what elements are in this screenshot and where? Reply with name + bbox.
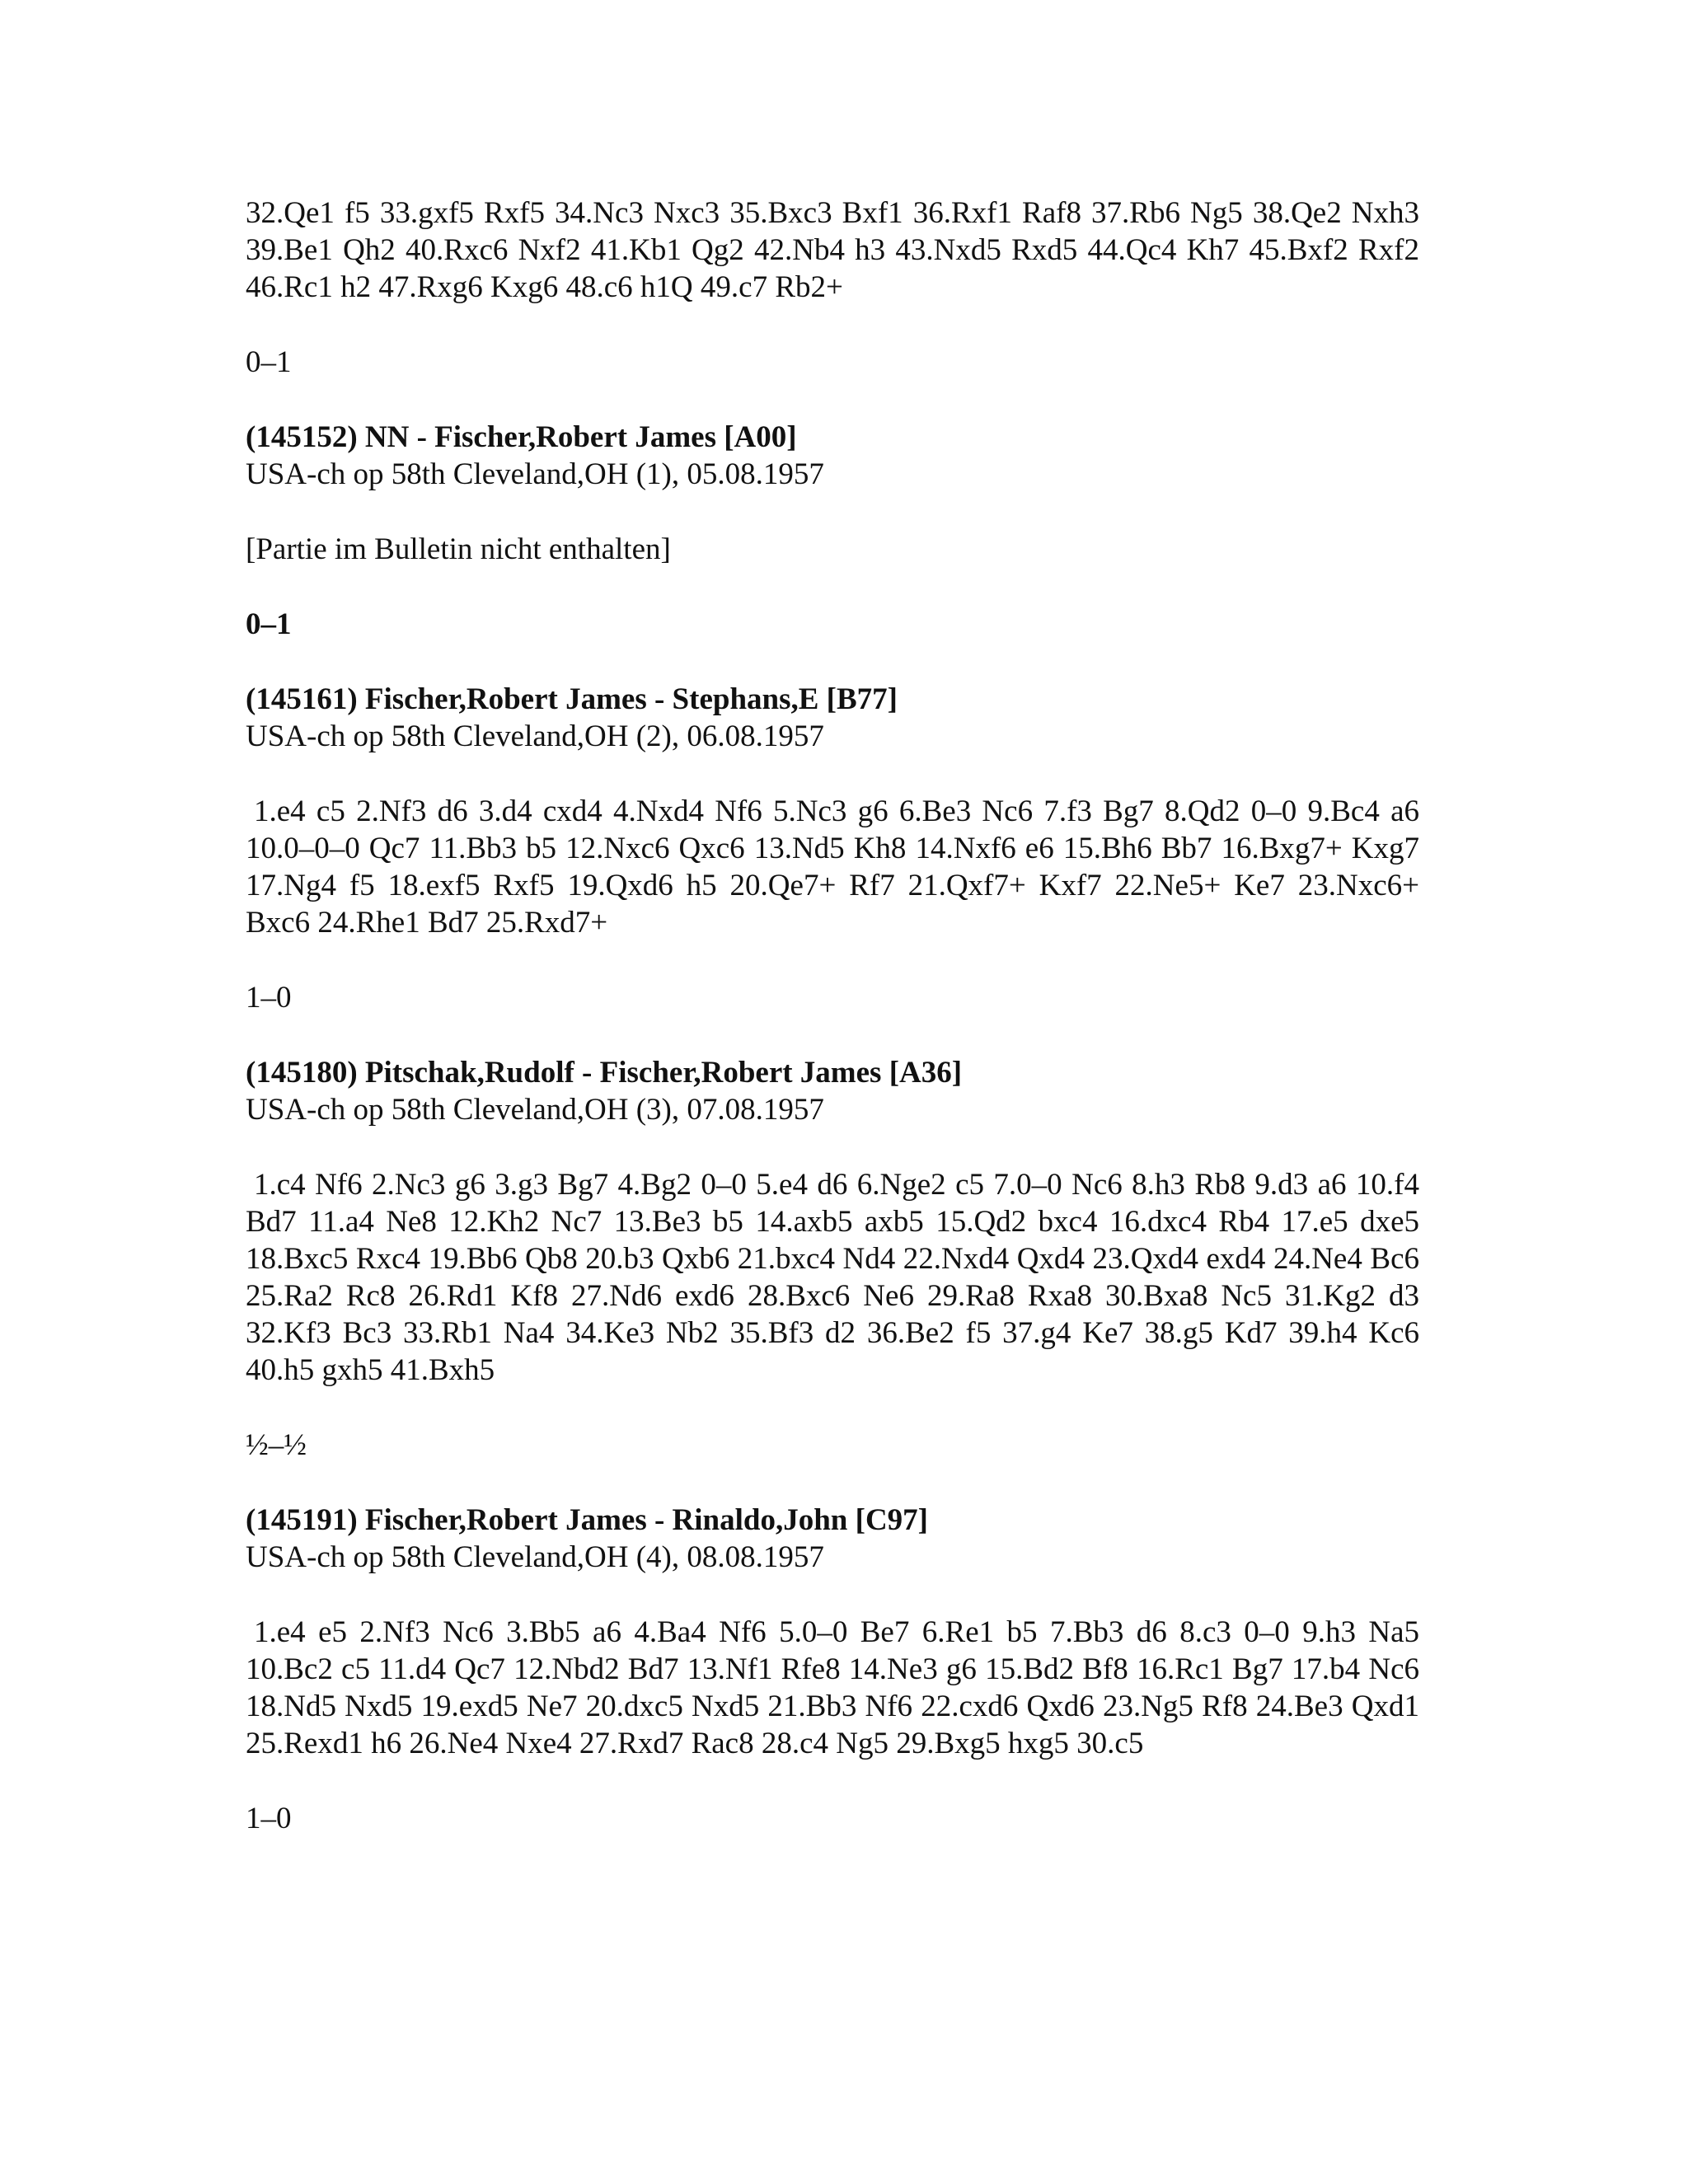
game-moves: 1.e4 c5 2.Nf3 d6 3.d4 cxd4 4.Nxd4 Nf6 5.Nc3 g6 6.Be3 Nc6 7.f3 Bg7 8.Qd2 0–0 9.Bc4 a6 10.0–0–0 Qc7 11.Bb3 b5 12.Nxc6 Qxc6 13.Nd5 Kh8 14.Nxf6 e6 15.Bh6 Bb7 16.Bxg7+ Kxg7 17.Ng4 f5 18.exf5 Rxf5 19.Qxd6 h5 20.Qe7+ Rf7 21.Qxf7+ Kxf7 22.Ne5+ Ke7 23.Nxc6+ Bxc6 24.Rhe1 Bd7 25.Rxd7+ (246, 794, 1419, 940)
game-event: USA-ch op 58th Cleveland,OH (3), 07.08.1957 (246, 1093, 824, 1127)
spacer (246, 568, 1419, 606)
spacer (246, 306, 1419, 344)
game-header: (145161) Fischer,Robert James - Stephans,E [B77] (246, 682, 898, 716)
game-result: 1–0 (246, 981, 292, 1015)
game-event: USA-ch op 58th Cleveland,OH (4), 08.08.1957 (246, 1540, 824, 1574)
game-header: (145191) Fischer,Robert James - Rinaldo,John [C97] (246, 1503, 929, 1537)
game-moves-continuation: 32.Qe1 f5 33.gxf5 Rxf5 34.Nc3 Nxc3 35.Bxc3 Bxf1 36.Rxf1 Raf8 37.Rb6 Ng5 38.Qe2 Nxh3 39.Be1 Qh2 40.Rxc6 Nxf2 41.Kb1 Qg2 42.Nb4 h3 43.Nxd5 Rxd5 44.Qc4 Kh7 45.Bxf2 Rxf2 46.Rc1 h2 47.Rxg6 Kxg6 48.c6 h1Q 49.c7 Rb2+ (246, 196, 1419, 304)
spacer (246, 493, 1419, 531)
game-event: USA-ch op 58th Cleveland,OH (2), 06.08.1957 (246, 719, 824, 753)
spacer (246, 1128, 1419, 1166)
game-result: 1–0 (246, 1802, 292, 1835)
game-result: ½–½ (246, 1428, 307, 1462)
spacer (246, 755, 1419, 793)
spacer (246, 1762, 1419, 1800)
document-page (246, 194, 1419, 1837)
spacer (246, 1016, 1419, 1054)
spacer (246, 1576, 1419, 1614)
game-result: 0–1 (246, 607, 292, 641)
game-moves: 1.c4 Nf6 2.Nc3 g6 3.g3 Bg7 4.Bg2 0–0 5.e4 d6 6.Nge2 c5 7.0–0 Nc6 8.h3 Rb8 9.d3 a6 10.f4 Bd7 11.a4 Ne8 12.Kh2 Nc7 13.Be3 b5 14.axb5 axb5 15.Qd2 bxc4 16.dxc4 Rb4 17.e5 dxe5 18.Bxc5 Rxc4 19.Bb6 Qb8 20.b3 Qxb6 21.bxc4 Nd4 22.Nxd4 Qxd4 23.Qxd4 exd4 24.Ne4 Bc6 25.Ra2 Rc8 26.Rd1 Kf8 27.Nd6 exd6 28.Bxc6 Ne6 29.Ra8 Rxa8 30.Bxa8 Nc5 31.Kg2 d3 32.Kf3 Bc3 33.Rb1 Na4 34.Ke3 Nb2 35.Bf3 d2 36.Be2 f5 37.g4 Ke7 38.g5 Kd7 39.h4 Kc6 40.h5 gxh5 41.Bxh5 (246, 1168, 1419, 1387)
game-note: [Partie im Bulletin nicht enthalten] (246, 532, 671, 566)
game-header: (145180) Pitschak,Rudolf - Fischer,Robert James [A36] (246, 1056, 963, 1090)
spacer (246, 1389, 1419, 1427)
spacer (246, 941, 1419, 979)
spacer (246, 643, 1419, 681)
game-moves: 1.e4 e5 2.Nf3 Nc6 3.Bb5 a6 4.Ba4 Nf6 5.0–0 Be7 6.Re1 b5 7.Bb3 d6 8.c3 0–0 9.h3 Na5 10.Bc2 c5 11.d4 Qc7 12.Nbd2 Bd7 13.Nf1 Rfe8 14.Ne3 g6 15.Bd2 Bf8 16.Rc1 Bg7 17.b4 Nc6 18.Nd5 Nxd5 19.exd5 Ne7 20.dxc5 Nxd5 21.Bb3 Nf6 22.cxd6 Qxd6 23.Ng5 Rf8 24.Be3 Qxd1 25.Rexd1 h6 26.Ne4 Nxe4 27.Rxd7 Rac8 28.c4 Ng5 29.Bxg5 hxg5 30.c5 (246, 1615, 1419, 1760)
game-result-continuation: 0–1 (246, 345, 292, 379)
game-event: USA-ch op 58th Cleveland,OH (1), 05.08.1957 (246, 457, 824, 491)
spacer (246, 381, 1419, 419)
game-header: (145152) NN - Fischer,Robert James [A00] (246, 420, 797, 454)
spacer (246, 1464, 1419, 1502)
